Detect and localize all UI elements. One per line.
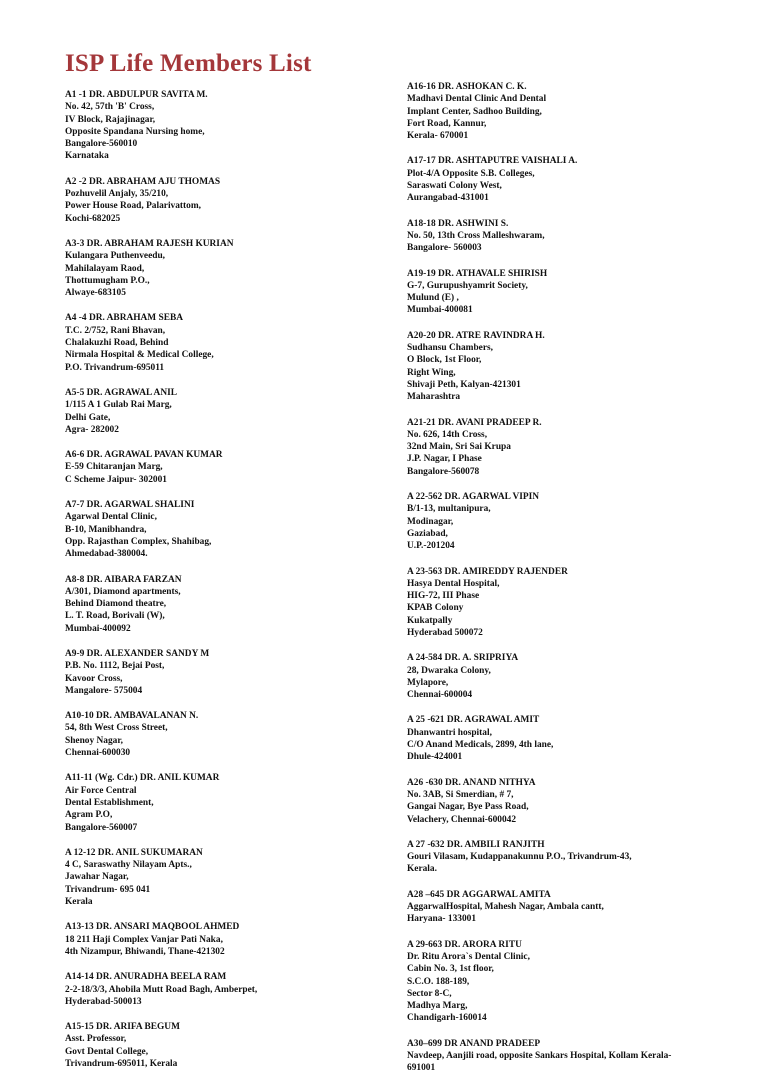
member-address-line: Hyderabad 500072 <box>407 627 483 638</box>
member-address-line: Bangalore- 560003 <box>407 243 482 254</box>
member-entry <box>65 847 395 908</box>
member-entry <box>407 268 707 317</box>
member-entry <box>65 772 395 833</box>
member-entry <box>65 499 395 560</box>
member-address-line: 2-2-18/3/3, Ahobila Mutt Road Bagh, Amberpet, <box>65 984 258 995</box>
member-name: A15-15 DR. ARIFA BEGUM <box>65 1022 180 1033</box>
member-address-line: Chennai-600030 <box>65 748 131 759</box>
member-address-line: No. 626, 14th Cross, <box>407 429 488 440</box>
member-address-line: Jawahar Nagar, <box>65 872 129 883</box>
member-address-line: Asst. Professor, <box>65 1034 127 1045</box>
member-address-line: Dental Establishment, <box>65 797 154 808</box>
member-address-line: Mulund (E) , <box>407 293 459 304</box>
member-address-line: 691001 <box>407 1063 436 1074</box>
member-address-line: U.P.-201204 <box>407 541 455 552</box>
member-entry <box>407 889 707 926</box>
member-address-line: Kukatpally <box>407 615 453 626</box>
member-address-line: Madhya Marg, <box>407 1001 468 1012</box>
member-name: A 24-584 DR. A. SRIPRIYA <box>407 653 519 664</box>
member-address-line: Cabin No. 3, 1st floor, <box>407 964 494 975</box>
member-address-line: B/1-13, multanipura, <box>407 504 491 515</box>
member-name: A20-20 DR. ATRE RAVINDRA H. <box>407 330 545 341</box>
member-name: A4 -4 DR. ABRAHAM SEBA <box>65 313 183 324</box>
member-address-line: Shivaji Peth, Kalyan-421301 <box>407 379 521 390</box>
member-address-line: Gouri Vilasam, Kudappanakunnu P.O., Trivandrum-43, <box>407 852 632 863</box>
member-address-line: Right Wing, <box>407 367 456 378</box>
member-address-line: Plot-4/A Opposite S.B. Colleges, <box>407 168 535 179</box>
member-entry <box>65 710 395 759</box>
member-entry <box>65 574 395 635</box>
member-address-line: Nirmala Hospital & Medical College, <box>65 350 214 361</box>
member-entry <box>407 330 707 404</box>
member-address-line: No. 50, 13th Cross Malleshwaram, <box>407 230 545 241</box>
member-address-line: Kochi-682025 <box>65 213 121 224</box>
member-address-line: Kerala <box>65 897 93 908</box>
member-name: A8-8 DR. AIBARA FARZAN <box>65 574 182 585</box>
member-address-line: Sudhansu Chambers, <box>407 343 493 354</box>
member-address-line: Sector 8-C, <box>407 988 452 999</box>
member-address-line: Behind Diamond theatre, <box>65 599 167 610</box>
member-name: A10-10 DR. AMBAVALANAN N. <box>65 711 199 722</box>
member-name: A26 -630 DR. ANAND NITHYA <box>407 777 536 788</box>
member-address-line: Kulangara Puthenveedu, <box>65 251 166 262</box>
member-address-line: Power House Road, Palarivattom, <box>65 201 202 212</box>
member-address-line: T.C. 2/752, Rani Bhavan, <box>65 325 166 336</box>
member-address-line: KPAB Colony <box>407 603 464 614</box>
member-address-line: Chandigarh-160014 <box>407 1013 487 1024</box>
member-name: A7-7 DR. AGARWAL SHALINI <box>65 500 195 511</box>
member-name: A28 –645 DR AGGARWAL AMITA <box>407 889 551 900</box>
member-name: A 29-663 DR. ARORA RITU <box>407 939 522 950</box>
member-address-line: 4 C, Saraswathy Nilayam Apts., <box>65 860 192 871</box>
member-address-line: Bangalore-560010 <box>65 139 138 150</box>
member-address-line: Karnataka <box>65 151 109 162</box>
member-address-line: Dhule-424001 <box>407 752 463 763</box>
member-name: A5-5 DR. AGRAWAL ANIL <box>65 387 177 398</box>
member-address-line: Alwaye-683105 <box>65 288 126 299</box>
member-address-line: 32nd Main, Sri Sai Krupa <box>407 442 511 453</box>
member-address-line: Govt Dental College, <box>65 1046 149 1057</box>
member-address-line: Madhavi Dental Clinic And Dental <box>407 94 547 105</box>
member-address-line: Bangalore-560078 <box>407 466 480 477</box>
member-address-line: Hyderabad-500013 <box>65 996 142 1007</box>
member-entry <box>407 491 707 552</box>
member-entry <box>65 449 395 486</box>
member-entry <box>65 387 395 436</box>
member-name: A6-6 DR. AGRAWAL PAVAN KUMAR <box>65 450 223 461</box>
member-address-line: Delhi Gate, <box>65 412 111 423</box>
member-entry <box>65 648 395 697</box>
member-address-line: Kerala. <box>407 864 437 875</box>
member-name: A18-18 DR. ASHWINI S. <box>407 218 509 229</box>
member-address-line: Mumbai-400081 <box>407 305 473 316</box>
member-address-line: Pozhuvelil Anjaly, 35/210, <box>65 189 169 200</box>
member-entry <box>65 921 395 958</box>
member-name: A1 -1 DR. ABDULPUR SAVITA M. <box>65 90 208 100</box>
member-address-line: Agarwal Dental Clinic, <box>65 512 157 523</box>
member-entry <box>407 839 707 876</box>
member-address-line: AggarwalHospital, Mahesh Nagar, Ambala cantt, <box>407 902 604 913</box>
member-address-line: Aurangabad-431001 <box>407 193 489 204</box>
member-name: A 12-12 DR. ANIL SUKUMARAN <box>65 847 203 858</box>
member-address-line: Opposite Spandana Nursing home, <box>65 126 205 137</box>
member-address-line: Thottumugham P.O., <box>65 275 150 286</box>
member-address-line: Agra- 282002 <box>65 424 119 435</box>
member-address-line: 28, Dwaraka Colony, <box>407 665 491 676</box>
member-name: A21-21 DR. AVANI PRADEEP R. <box>407 417 542 428</box>
member-entry <box>407 939 707 1025</box>
member-entry <box>65 238 395 299</box>
member-address-line: Mumbai-400092 <box>65 623 131 634</box>
member-address-line: HIG-72, III Phase <box>407 591 480 602</box>
member-entry <box>65 312 395 373</box>
member-address-line: IV Block, Rajajinagar, <box>65 114 156 125</box>
member-address-line: Fort Road, Kannur, <box>407 118 487 129</box>
member-address-line: Gangai Nagar, Bye Pass Road, <box>407 802 529 813</box>
member-address-line: Ahmedabad-380004. <box>65 549 148 560</box>
member-name: A30–699 DR ANAND PRADEEP <box>407 1038 541 1049</box>
member-name: A 27 -632 DR. AMBILI RANJITH <box>407 839 545 850</box>
member-name: A11-11 (Wg. Cdr.) DR. ANIL KUMAR <box>65 773 220 784</box>
member-address-line: S.C.O. 188-189, <box>407 976 470 987</box>
member-address-line: Implant Center, Sadhoo Building, <box>407 106 542 117</box>
member-entry <box>407 714 707 763</box>
member-name: A 22-562 DR. AGARWAL VIPIN <box>407 492 540 503</box>
member-address-line: Kavoor Cross, <box>65 673 123 684</box>
member-address-line: Hasya Dental Hospital, <box>407 578 500 589</box>
member-entry <box>407 81 707 142</box>
member-entry <box>407 1038 707 1075</box>
member-address-line: Mylapore, <box>407 677 449 688</box>
member-entry <box>65 971 395 1008</box>
member-address-line: C Scheme Jaipur- 302001 <box>65 474 167 485</box>
member-address-line: A/301, Diamond apartments, <box>65 586 181 597</box>
member-name: A19-19 DR. ATHAVALE SHIRISH <box>407 268 548 279</box>
member-entry <box>407 417 707 478</box>
member-address-line: Modinagar, <box>407 516 454 527</box>
member-entry <box>407 218 707 255</box>
member-entry <box>407 652 707 701</box>
member-entry <box>65 176 395 225</box>
member-address-line: C/O Anand Medicals, 2899, 4th lane, <box>407 740 554 751</box>
member-address-line: Trivandrum- 695 041 <box>65 884 151 895</box>
member-name: A9-9 DR. ALEXANDER SANDY M <box>65 648 210 659</box>
member-address-line: B-10, Manibhandra, <box>65 524 147 535</box>
member-entry <box>407 155 707 204</box>
member-address-line: 4th Nizampur, Bhiwandi, Thane-421302 <box>65 946 225 957</box>
member-address-line: Saraswati Colony West, <box>407 181 502 192</box>
member-address-line: Gaziabad, <box>407 528 448 539</box>
member-address-line: Air Force Central <box>65 785 137 796</box>
member-entry <box>65 1021 395 1070</box>
page-title: ISP Life Members List <box>65 50 312 77</box>
member-name: A 25 -621 DR. AGRAWAL AMIT <box>407 715 540 726</box>
member-address-line: P.O. Trivandrum-695011 <box>65 362 165 373</box>
member-address-line: Navdeep, Aanjili road, opposite Sankars Hospital, Kollam Kerala- <box>407 1051 672 1061</box>
member-name: A16-16 DR. ASHOKAN C. K. <box>407 82 527 92</box>
member-address-line: Dhanwantri hospital, <box>407 727 492 738</box>
member-address-line: J.P. Nagar, I Phase <box>407 454 482 465</box>
member-name: A17-17 DR. ASHTAPUTRE VAISHALI A. <box>407 156 578 167</box>
member-address-line: E-59 Chitaranjan Marg, <box>65 462 163 473</box>
member-address-line: Chalakuzhi Road, Behind <box>65 338 169 349</box>
member-name: A 23-563 DR. AMIREDDY RAJENDER <box>407 566 568 577</box>
member-address-line: O Block, 1st Floor, <box>407 355 482 366</box>
member-address-line: Agram P.O, <box>65 810 113 821</box>
member-address-line: No. 3AB, Si Smerdian, # 7, <box>407 789 514 800</box>
member-address-line: P.B. No. 1112, Bejai Post, <box>65 661 165 672</box>
right-member-column <box>407 81 707 1088</box>
left-member-column <box>65 89 395 1083</box>
member-address-line: Kerala- 670001 <box>407 131 469 142</box>
member-address-line: 54, 8th West Cross Street, <box>65 723 168 734</box>
member-address-line: G-7, Gurupushyamrit Society, <box>407 280 528 291</box>
member-entry <box>407 777 707 826</box>
member-address-line: Trivandrum-695011, Kerala <box>65 1059 178 1069</box>
member-address-line: Velachery, Chennai-600042 <box>407 814 517 825</box>
member-address-line: Maharashtra <box>407 392 461 403</box>
member-entry <box>65 89 395 163</box>
member-address-line: L. T. Road, Borivali (W), <box>65 611 165 622</box>
member-name: A13-13 DR. ANSARI MAQBOOL AHMED <box>65 922 240 933</box>
member-address-line: Bangalore-560007 <box>65 822 138 833</box>
member-address-line: Dr. Ritu Arora`s Dental Clinic, <box>407 951 530 962</box>
member-address-line: Opp. Rajasthan Complex, Shahibag, <box>65 536 212 547</box>
member-name: A2 -2 DR. ABRAHAM AJU THOMAS <box>65 176 221 187</box>
member-address-line: Chennai-600004 <box>407 690 473 701</box>
member-name: A3-3 DR. ABRAHAM RAJESH KURIAN <box>65 238 234 249</box>
member-address-line: No. 42, 57th 'B' Cross, <box>65 102 155 113</box>
member-address-line: Haryana- 133001 <box>407 914 477 925</box>
member-address-line: Shenoy Nagar, <box>65 735 123 746</box>
member-entry <box>407 566 707 640</box>
member-name: A14-14 DR. ANURADHA BEELA RAM <box>65 972 227 983</box>
member-address-line: Mangalore- 575004 <box>65 685 143 696</box>
member-address-line: Mahilalayam Raod, <box>65 263 145 274</box>
member-address-line: 1/115 A 1 Gulab Rai Marg, <box>65 400 172 411</box>
member-address-line: 18 211 Haji Complex Vanjar Pati Naka, <box>65 934 223 945</box>
